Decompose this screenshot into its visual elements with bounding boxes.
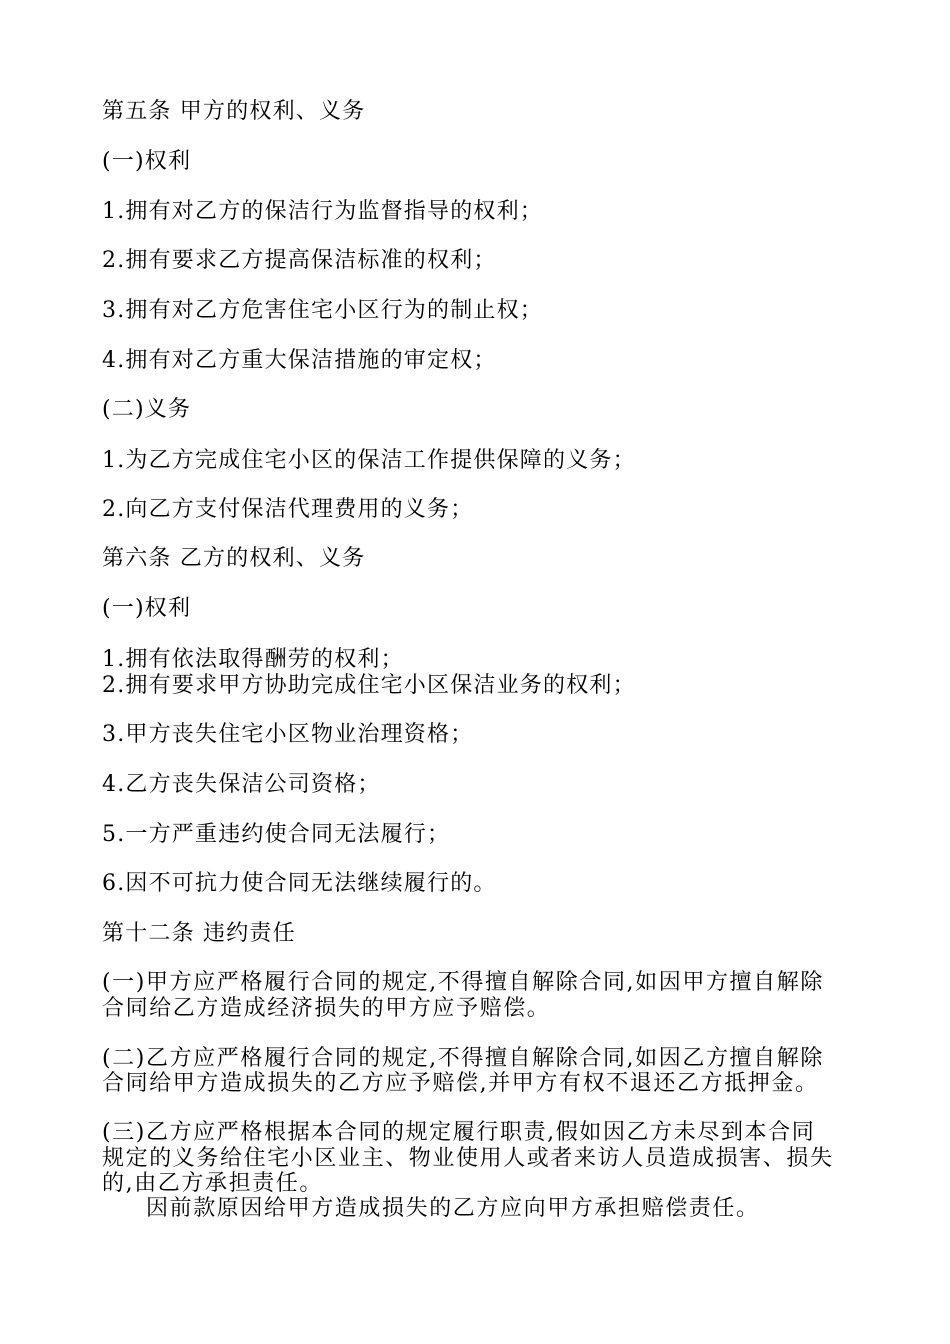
section-rights-heading: (一)权利 [102,596,192,621]
list-item: 4.拥有对乙方重大保洁措施的审定权； [102,348,497,373]
paragraph-line: 因前款原因给甲方造成损失的乙方应向甲方承担赔偿责任。 [146,1196,760,1221]
list-item: 6.因不可抗力使合同无法继续履行的。 [102,871,497,896]
section-duties-heading: (二)义务 [102,397,192,422]
list-item: 2.向乙方支付保洁代理费用的义务； [102,497,474,522]
paragraph-line: 的,由乙方承担责任。 [102,1171,323,1196]
article-12-heading: 第十二条 违约责任 [102,921,296,946]
list-item: 1.为乙方完成住宅小区的保洁工作提供保障的义务； [102,448,636,473]
list-item: 1.拥有对乙方的保洁行为监督指导的权利； [102,199,543,224]
list-item: 3.拥有对乙方危害住宅小区行为的制止权； [102,298,543,323]
paragraph-line: 规定的义务给住宅小区业主、物业使用人或者来访人员造成损害、损失 [102,1146,834,1171]
paragraph-line: 合同给甲方造成损失的乙方应予赔偿,并甲方有权不退还乙方抵押金。 [102,1071,819,1096]
list-item: 2.拥有要求乙方提高保洁标准的权利； [102,248,497,273]
list-item: 2.拥有要求甲方协助完成住宅小区保洁业务的权利； [102,673,636,698]
list-item: 3.甲方丧失住宅小区物业治理资格； [102,722,474,747]
article-6-heading: 第六条 乙方的权利、义务 [102,546,366,571]
list-item: 1.拥有依法取得酬劳的权利； [102,647,404,672]
article-5-heading: 第五条 甲方的权利、义务 [102,99,366,124]
paragraph-line: 合同给乙方造成经济损失的甲方应予赔偿。 [102,996,551,1021]
paragraph-line: (三)乙方应严格根据本合同的规定履行职责,假如因乙方未尽到本合同 [102,1120,816,1145]
list-item: 5.一方严重违约使合同无法履行； [102,822,451,847]
list-item: 4.乙方丧失保洁公司资格； [102,772,381,797]
section-rights-heading: (一)权利 [102,149,192,174]
paragraph-line: (二)乙方应严格履行合同的规定,不得擅自解除合同,如因乙方擅自解除 [102,1046,824,1071]
paragraph-line: (一)甲方应严格履行合同的规定,不得擅自解除合同,如因甲方擅自解除 [102,970,824,995]
